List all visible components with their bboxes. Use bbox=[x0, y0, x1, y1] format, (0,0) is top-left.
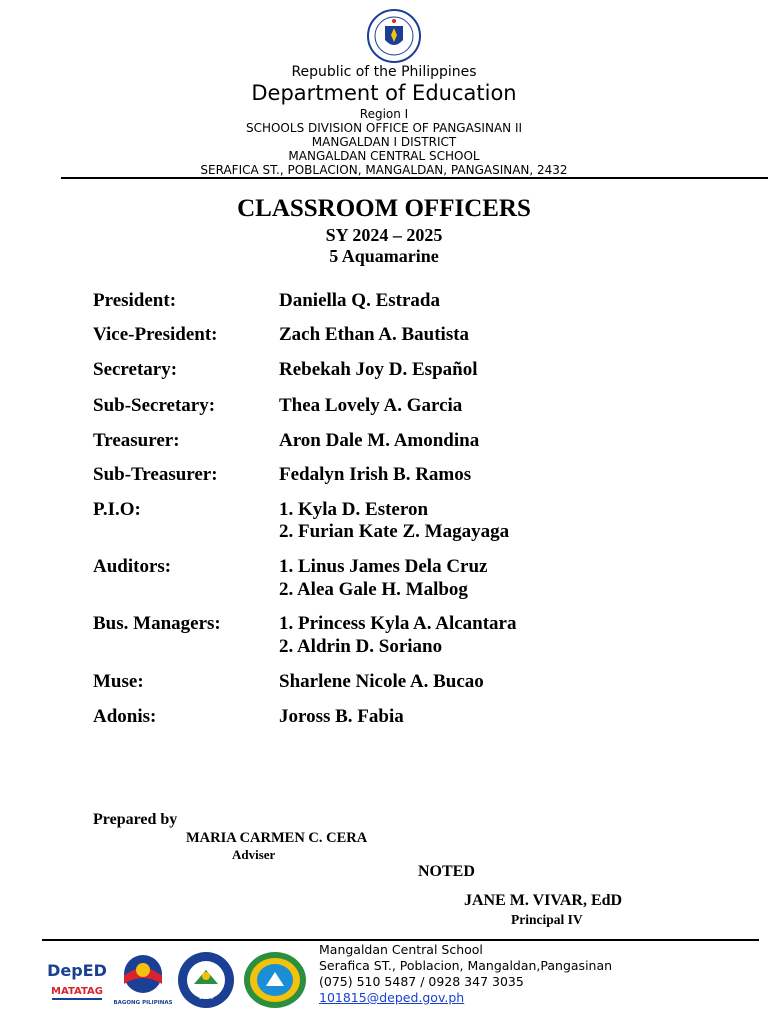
deped-logo-text: DepED bbox=[47, 961, 107, 980]
document-title: CLASSROOM OFFICERS bbox=[237, 195, 531, 222]
officer-name: 1. Kyla D. Esteron bbox=[279, 499, 429, 520]
region-line: Region I bbox=[359, 107, 409, 121]
officer-name: Joross B. Fabia bbox=[279, 706, 404, 727]
footer-school-name: Mangaldan Central School bbox=[319, 942, 483, 957]
officer-name: 2. Furian Kate Z. Magayaga bbox=[279, 521, 510, 542]
address-line: SERAFICA ST., POBLACION, MANGALDAN, PANGASINAN, 2432 bbox=[200, 163, 568, 177]
bagong-pilipinas-text: BAGONG PILIPINAS bbox=[114, 1000, 172, 1006]
country-name: Republic of the Philippines bbox=[291, 64, 477, 80]
footer-email-link[interactable]: 101815@deped.gov.ph bbox=[319, 990, 465, 1005]
principal-name: JANE M. VIVAR, EdD bbox=[464, 892, 623, 909]
officer-position: P.I.O: bbox=[93, 499, 141, 520]
officer-name: Fedalyn Irish B. Ramos bbox=[279, 464, 472, 485]
officer-position: Sub-Treasurer: bbox=[93, 464, 218, 485]
school-line: MANGALDAN CENTRAL SCHOOL bbox=[288, 149, 480, 163]
adviser-title: Adviser bbox=[232, 847, 276, 862]
noted-label: NOTED bbox=[418, 863, 475, 880]
header-divider bbox=[61, 177, 768, 179]
prepared-by-label: Prepared by bbox=[93, 811, 178, 828]
division-seal-logo bbox=[176, 950, 236, 1010]
division-line: SCHOOLS DIVISION OFFICE OF PANGASINAN II bbox=[245, 121, 523, 135]
officer-position: Auditors: bbox=[93, 556, 172, 577]
department-name: Department of Education bbox=[251, 81, 517, 105]
footer-address: Serafica ST., Poblacion, Mangaldan,Pangasinan bbox=[319, 958, 613, 973]
officer-name: 1. Princess Kyla A. Alcantara bbox=[279, 613, 517, 634]
officer-position: Bus. Managers: bbox=[93, 613, 221, 634]
school-year: SY 2024 – 2025 bbox=[325, 225, 443, 245]
school-address-block bbox=[0, 107, 768, 177]
division-seal-year: 1990 bbox=[198, 994, 214, 1001]
officer-position: Treasurer: bbox=[93, 430, 180, 451]
section-name: 5 Aquamarine bbox=[329, 246, 439, 266]
matatag-logo-text: MATATAG bbox=[51, 986, 103, 997]
officer-position: Vice-President: bbox=[93, 324, 218, 345]
officer-name: Aron Dale M. Amondina bbox=[279, 430, 480, 451]
officer-position: Adonis: bbox=[93, 706, 157, 727]
deped-matatag-logo bbox=[46, 950, 108, 1006]
district-line: MANGALDAN I DISTRICT bbox=[311, 135, 457, 149]
school-seal-logo bbox=[242, 950, 308, 1010]
officer-name: Sharlene Nicole A. Bucao bbox=[279, 671, 484, 692]
footer-divider bbox=[42, 939, 759, 941]
officer-position: Sub-Secretary: bbox=[93, 395, 216, 416]
officer-name: Daniella Q. Estrada bbox=[279, 290, 440, 311]
officer-position: Muse: bbox=[93, 671, 144, 692]
officer-name: Rebekah Joy D. Español bbox=[279, 359, 478, 380]
footer-email-line bbox=[319, 990, 464, 1005]
officer-name: 2. Aldrin D. Soriano bbox=[279, 636, 443, 657]
deped-seal-icon bbox=[361, 8, 427, 64]
officer-name: 1. Linus James Dela Cruz bbox=[279, 556, 488, 577]
bagong-pilipinas-logo bbox=[114, 950, 172, 1008]
officer-name: 2. Alea Gale H. Malbog bbox=[279, 579, 468, 600]
principal-title: Principal IV bbox=[511, 912, 583, 927]
officer-name: Thea Lovely A. Garcia bbox=[279, 395, 463, 416]
footer-phone: (075) 510 5487 / 0928 347 3035 bbox=[319, 974, 524, 989]
officer-position: President: bbox=[93, 290, 177, 311]
officer-name: Zach Ethan A. Bautista bbox=[279, 324, 470, 345]
adviser-name: MARIA CARMEN C. CERA bbox=[186, 830, 368, 846]
officer-position: Secretary: bbox=[93, 359, 178, 380]
